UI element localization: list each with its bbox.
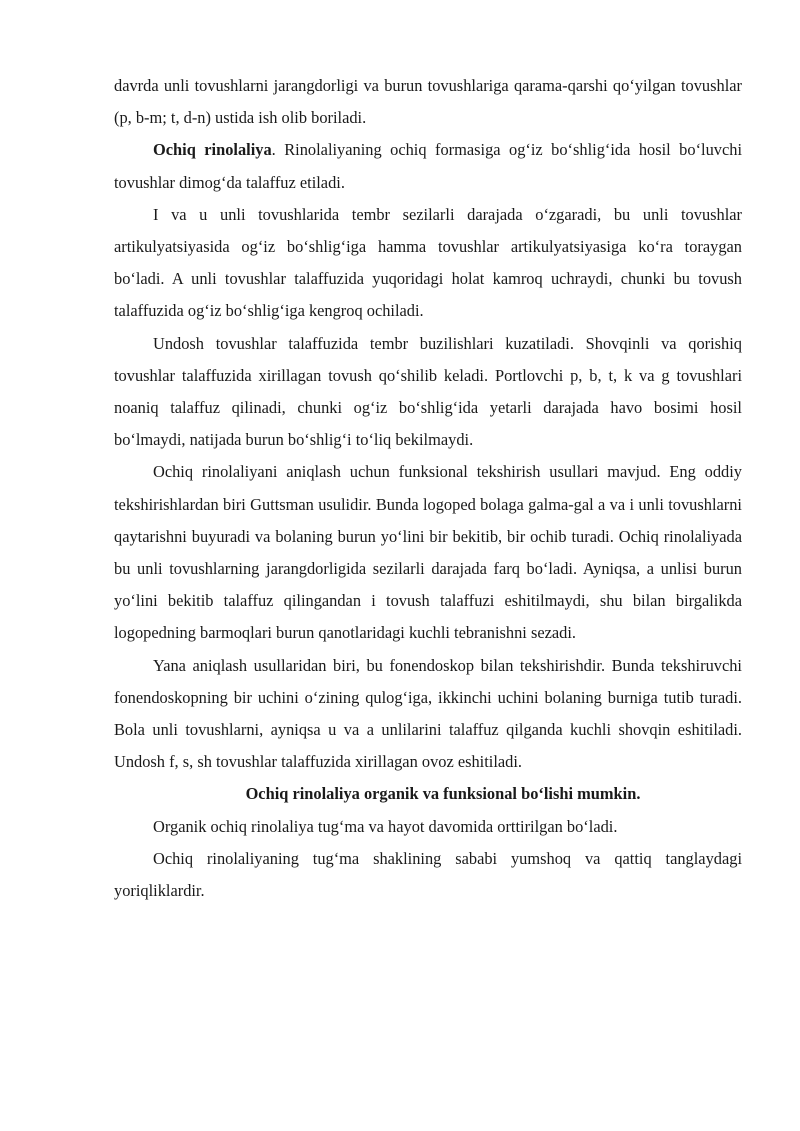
paragraph-text: davrda unli tovushlarni jarangdorligi va burun tovushlariga qarama-qarshi qo‘yilgan tovushlar (p, b-m; t, d-n) ustida ish olib boriladi.	[114, 76, 742, 128]
paragraph-guttsman-method	[114, 456, 742, 649]
paragraph-text: Yana aniqlash usullaridan biri, bu fonendoskop bilan tekshirishdir. Bunda tekshiruvchi fonendoskopning bir uchini o‘zining qulog‘iga, ikkinchi uchini bolaning burniga tutib turadi. Bola unli tovushlarni, ayniqsa u va a unlilarini talaffuz qilganda kuchli shovqin eshitiladi. Undosh f, s, sh tovushlar talaffuzida xirillagan ovoz eshitiladi.	[114, 655, 742, 772]
paragraph-consonant-timbre	[114, 328, 742, 457]
document-page	[114, 70, 742, 907]
paragraph-text: I va u unli tovushlarida tembr sezilarli darajada o‘zgaradi, bu unli tovushlar artikulyatsiyasida og‘iz bo‘shlig‘iga hamma tovushlar artikulyatsiyasiga ko‘ra toraygan bo‘ladi. A unli tovushlar talaffuzida yuqoridagi holat kamroq uchraydi, chunki bu tovush talaffuzida og‘iz bo‘shlig‘iga kengroq ochiladi.	[114, 204, 742, 321]
section-heading: Ochiq rinolaliya organik va funksional bo‘lishi mumkin.	[245, 784, 641, 804]
term-open-rhinolalia: Ochiq rinolaliya	[153, 140, 272, 160]
paragraph-continuation	[114, 70, 742, 134]
paragraph-organic: Organik ochiq rinolaliya tug‘ma va hayot davomida orttirilgan bo‘ladi.	[153, 816, 618, 836]
paragraph-text: . Rinolaliyaning ochiq formasiga og‘iz bo‘shlig‘ida hosil bo‘luvchi tovushlar dimog‘da talaffuz etiladi.	[114, 140, 742, 192]
paragraph-phonendoscope-method	[114, 650, 742, 779]
paragraph-open-rhinolalia	[114, 134, 742, 198]
paragraph-congenital-cause: Ochiq rinolaliyaning tug‘ma shaklining sababi yumshoq va qattiq tanglaydagi yoriqliklardir.	[114, 848, 742, 901]
paragraph-text: Undosh tovushlar talaffuzida tembr buzilishlari kuzatiladi. Shovqinli va qorishiq tovushlar talaffuzida xirillagan tovush qo‘shilib keladi. Portlovchi p, b, t, k va g tovushlari noaniq talaffuz qilinadi, chunki og‘iz bo‘shlig‘ida yetarli darajada havo bosimi hosil bo‘lmaydi, natijada burun bo‘shlig‘i to‘liq bekilmaydi.	[114, 333, 742, 450]
paragraph-text: Ochiq rinolaliyani aniqlash uchun funksional tekshirish usullari mavjud. Eng oddiy tekshirishlardan biri Guttsman usulidir. Bunda logoped bolaga galma-gal a va i unli tovushlarni qaytarishni buyuradi va bolaning burun yo‘lini bir bekitib, bir ochib turadi. Ochiq rinolaliyada bu unli tovushlarning jarangdorligida sezilarli darajada farq bo‘ladi. Ayniqsa, a unlisi burun yo‘lini bekitib talaffuz qilingandan i tovush talaffuzi eshitilmaydi, shu bilan birgalikda logopedning barmoqlari burun qanotlaridagi kuchli tebranishni sezadi.	[114, 462, 742, 643]
paragraph-vowel-timbre	[114, 199, 742, 328]
